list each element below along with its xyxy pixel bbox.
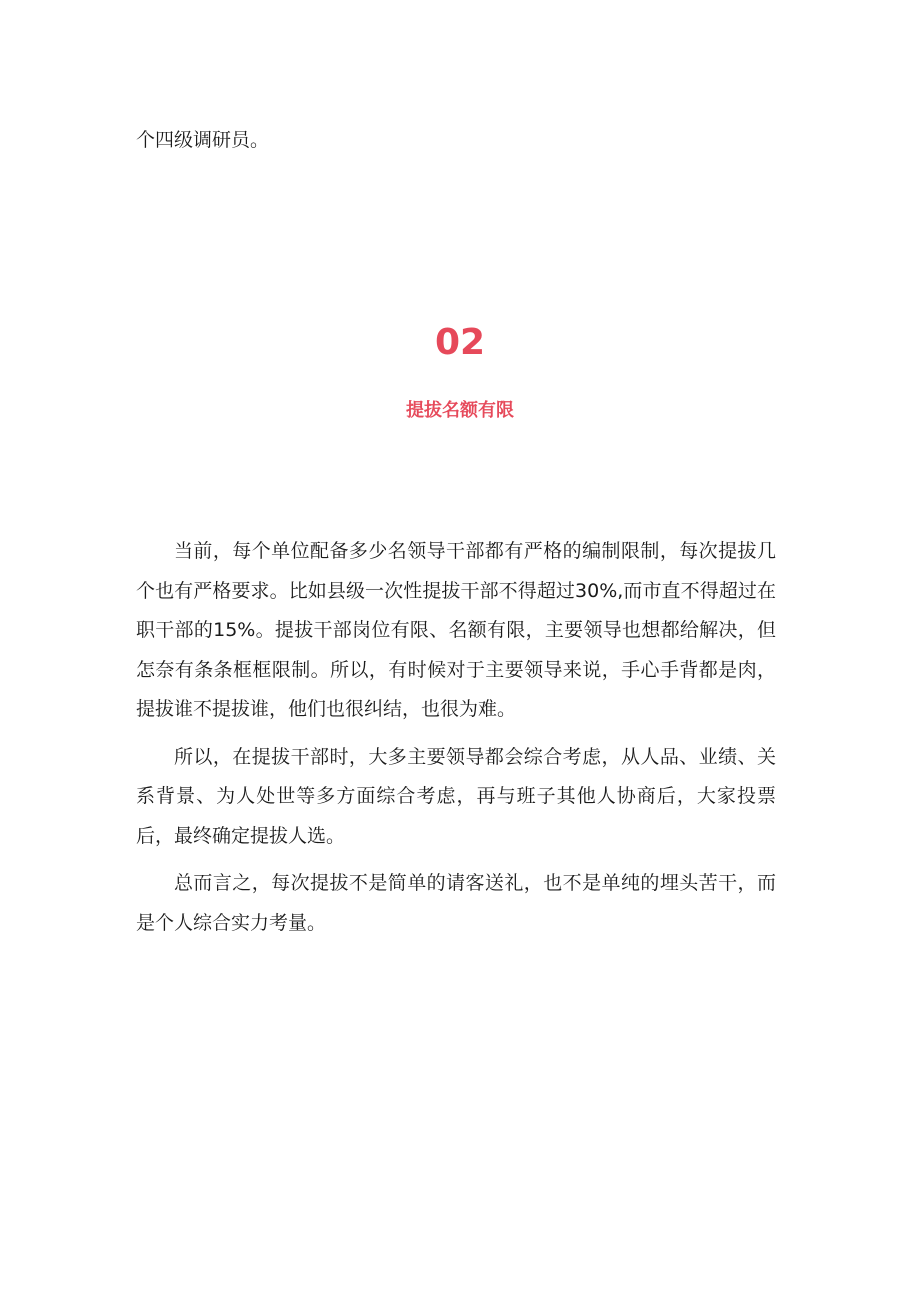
section-number: 02 — [434, 322, 486, 363]
body-text — [136, 532, 776, 951]
paragraph: 当前，每个单位配备多少名领导干部都有严格的编制限制，每次提拔几个也有严格要求。比如县级一次性提拔干部不得超过30%,而市直不得超过在职干部的15%。提拔干部岗位有限、名额有限，主要领导也想都给解决，但怎奈有条条框框限制。所以，有时候对于主要领导来说，手心手背都是肉，提拔谁不提拔谁，他们也很纠结，也很为难。 — [136, 540, 776, 720]
section-title: 提拔名额有限 — [406, 400, 514, 421]
paragraph: 总而言之，每次提拔不是简单的请客送礼，也不是单纯的埋头苦干，而是个人综合实力考量。 — [136, 872, 776, 934]
paragraph: 所以，在提拔干部时，大多主要领导都会综合考虑，从人品、业绩、关系背景、为人处世等多方面综合考虑，再与班子其他人协商后，大家投票后，最终确定提拔人选。 — [136, 745, 776, 847]
continuation-text: 个四级调研员。 — [136, 129, 270, 151]
